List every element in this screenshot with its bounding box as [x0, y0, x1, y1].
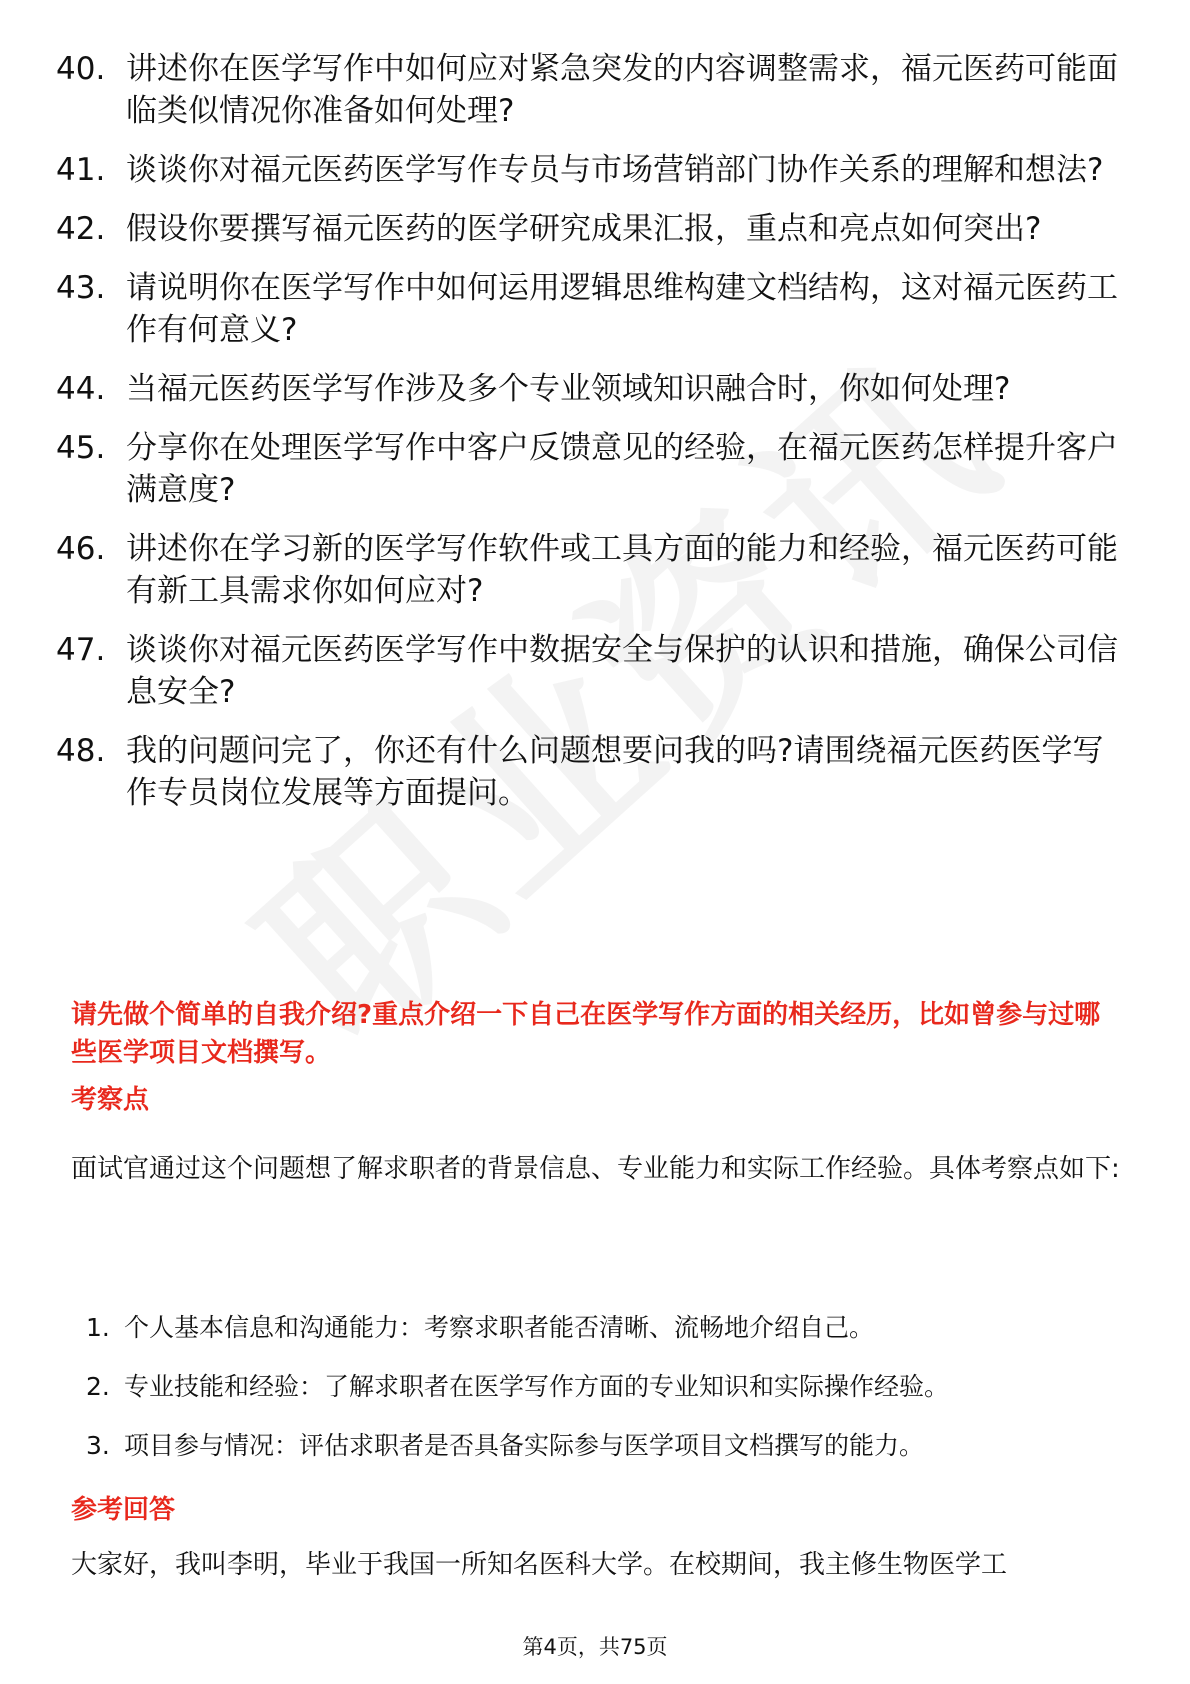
focus-point-text: 项目参与情况：评估求职者是否具备实际参与医学项目文档撰写的能力。: [124, 1431, 925, 1460]
question-item: [0, 528, 1190, 612]
focus-section-title: 考察点: [71, 1085, 150, 1115]
question-number: 41.: [56, 152, 106, 188]
answer-section-title: 参考回答: [71, 1495, 176, 1525]
question-number: 42.: [56, 211, 106, 247]
question-text: 假设你要撰写福元医药的医学研究成果汇报，重点和亮点如何突出?: [126, 211, 1042, 247]
question-number: 46.: [56, 531, 106, 567]
question-text: 请说明你在医学写作中如何运用逻辑思维构建文档结构，这对福元医药工作有何意义?: [126, 270, 1118, 348]
question-item: [0, 427, 1190, 511]
question-item: [0, 267, 1190, 351]
question-item: [0, 629, 1190, 713]
answer-text: 大家好，我叫李明，毕业于我国一所知名医科大学。在校期间，我主修生物医学工: [71, 1550, 1008, 1580]
focus-point-item: [0, 1369, 1190, 1428]
question-number: 48.: [56, 733, 106, 769]
focus-point-list: [0, 1310, 1190, 1487]
question-number: 47.: [56, 632, 106, 668]
focus-point-text: 个人基本信息和沟通能力：考察求职者能否清晰、流畅地介绍自己。: [124, 1313, 875, 1342]
question-text: 谈谈你对福元医药医学写作专员与市场营销部门协作关系的理解和想法?: [126, 152, 1104, 188]
question-number: 44.: [56, 371, 106, 407]
question-number: 45.: [56, 430, 106, 466]
question-list: [0, 48, 1190, 831]
question-number: 43.: [56, 270, 106, 306]
question-item: [0, 730, 1190, 814]
question-item: [0, 368, 1190, 410]
focus-point-number: 3.: [86, 1431, 110, 1460]
question-item: [0, 48, 1190, 132]
question-text: 分享你在处理医学写作中客户反馈意见的经验，在福元医药怎样提升客户满意度?: [126, 430, 1118, 508]
question-item: [0, 149, 1190, 191]
question-text: 当福元医药医学写作涉及多个专业领域知识融合时，你如何处理?: [126, 371, 1011, 407]
page-footer: 第4页，共75页: [522, 1635, 668, 1659]
question-number: 40.: [56, 51, 106, 87]
focus-point-text: 专业技能和经验：了解求职者在医学写作方面的专业知识和实际操作经验。: [124, 1372, 950, 1401]
question-text: 讲述你在医学写作中如何应对紧急突发的内容调整需求，福元医药可能面临类似情况你准备如何处理?: [126, 51, 1118, 129]
focus-point-number: 2.: [86, 1372, 110, 1401]
focus-intro-text: 面试官通过这个问题想了解求职者的背景信息、专业能力和实际工作经验。具体考察点如下:: [71, 1154, 1120, 1184]
featured-question: 请先做个简单的自我介绍?重点介绍一下自己在医学写作方面的相关经历，比如曾参与过哪些医学项目文档撰写。: [71, 1000, 1101, 1068]
question-text: 讲述你在学习新的医学写作软件或工具方面的能力和经验，福元医药可能有新工具需求你如何应对?: [126, 531, 1118, 609]
question-text: 我的问题问完了，你还有什么问题想要问我的吗?请围绕福元医药医学写作专员岗位发展等方面提问。: [126, 733, 1104, 811]
question-item: [0, 208, 1190, 250]
question-text: 谈谈你对福元医药医学写作中数据安全与保护的认识和措施，确保公司信息安全?: [126, 632, 1118, 710]
focus-point-item: [0, 1310, 1190, 1369]
focus-point-number: 1.: [86, 1313, 110, 1342]
focus-point-item: [0, 1428, 1190, 1487]
